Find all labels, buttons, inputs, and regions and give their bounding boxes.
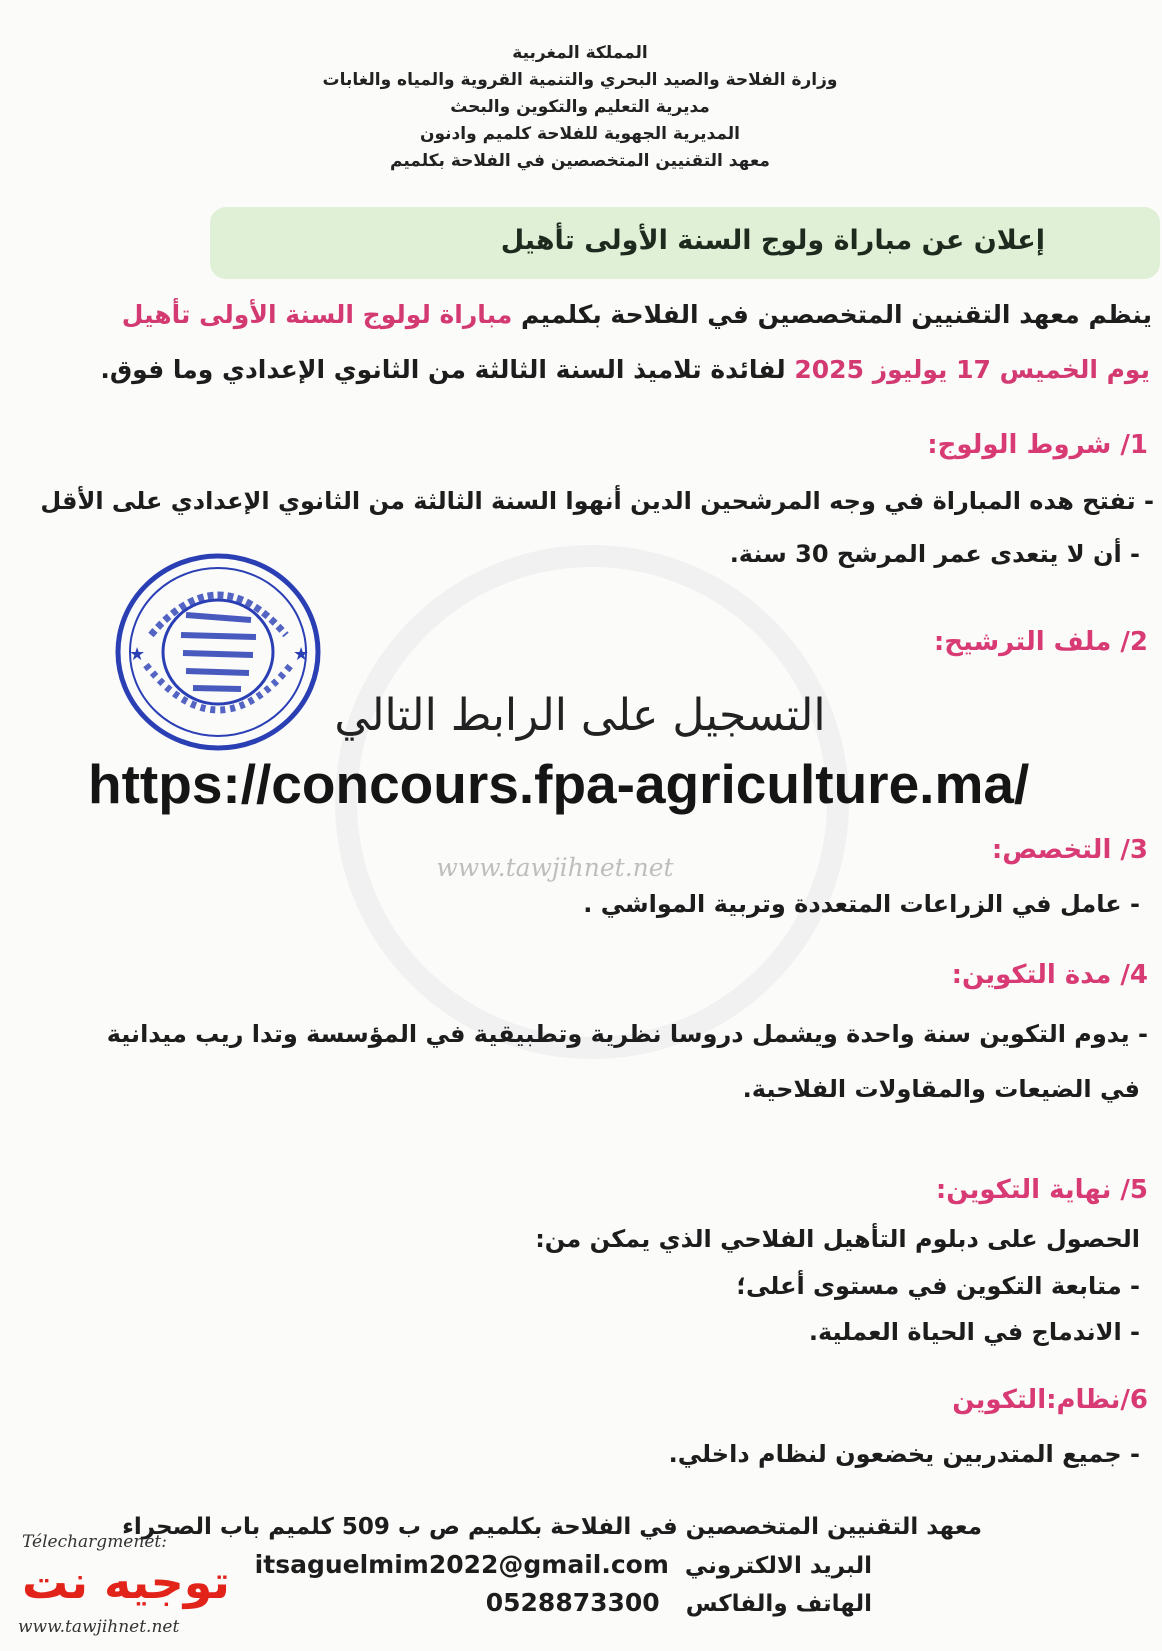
- svg-text:★: ★: [293, 644, 310, 665]
- footer-phone-label: الهاتف والفاكس: [685, 1591, 872, 1617]
- section-5-bullet-2: - الاندماج في الحياة العملية.: [808, 1318, 1140, 1346]
- section-5-bullet-1: - متابعة التكوين في مستوى أعلى؛: [736, 1272, 1140, 1300]
- footer-phone: 0528873300: [485, 1588, 660, 1617]
- section-3-bullet-1: - عامل في الزراعات المتعددة وتربية المواشي .: [583, 890, 1140, 918]
- intro-text: ينظم معهد التقنيين المتخصصين في الفلاحة بكلميم: [512, 300, 1152, 329]
- site-logo[interactable]: توجيه نت: [22, 1555, 230, 1609]
- intro-text-2: لفائدة تلاميذ السنة الثالثة من الثانوي الإعدادي وما فوق.: [100, 355, 795, 384]
- section-1-bullet-1: - تفتح هده المباراة في وجه المرشحين الدين أنهوا السنة الثالثة من الثانوي الإعدادي على الأقل: [40, 487, 1154, 515]
- section-4-heading: 4/ مدة التكوين:: [951, 960, 1148, 990]
- svg-text:★: ★: [129, 644, 146, 665]
- intro-line-2: [100, 355, 1150, 384]
- header-regional-directorate: المديرية الجهوية للفلاحة كلميم وادنون: [420, 124, 740, 144]
- section-3-heading: 3/ التخصص:: [991, 835, 1148, 865]
- watermark-url: www.tawjihnet.net: [436, 853, 674, 882]
- section-5-intro: الحصول على دبلوم التأهيل الفلاحي الذي يمكن من:: [535, 1225, 1140, 1253]
- official-stamp: [111, 545, 326, 760]
- intro-line-1: [122, 300, 1152, 329]
- title-banner: [210, 207, 1160, 279]
- header-kingdom: المملكة المغربية: [512, 43, 648, 63]
- section-6-heading: 6/نظام:التكوين: [952, 1385, 1148, 1415]
- register-text: التسجيل على الرابط التالي: [334, 690, 826, 741]
- footer-email-row: [255, 1550, 872, 1579]
- section-1-bullet-2: - أن لا يتعدى عمر المرشح 30 سنة.: [729, 540, 1140, 568]
- section-5-heading: 5/ نهاية التكوين:: [935, 1175, 1148, 1205]
- logo-download-label: Télechargmenet:: [22, 1532, 167, 1552]
- section-4-bullet-1: - يدوم التكوين سنة واحدة ويشمل دروسا نظرية وتطبيقية في المؤسسة وتدا ريب ميدانية: [106, 1020, 1148, 1048]
- section-6-bullet-1: - جميع المتدربين يخضعون لنظام داخلي.: [668, 1440, 1140, 1468]
- registration-link[interactable]: https://concours.fpa-agriculture.ma/: [88, 753, 1030, 815]
- banner-title: إعلان عن مباراة ولوج السنة الأولى تأهيل: [500, 225, 1045, 256]
- logo-url[interactable]: www.tawjihnet.net: [18, 1617, 180, 1637]
- intro-highlight: مباراة لولوج السنة الأولى تأهيل: [121, 300, 513, 329]
- header-ministry: وزارة الفلاحة والصيد البحري والتنمية القروية والمياه والغابات: [322, 70, 838, 90]
- header-directorate: مديرية التعليم والتكوين والبحث: [450, 97, 710, 117]
- footer-email[interactable]: itsaguelmim2022@gmail.com: [254, 1550, 669, 1579]
- footer-address: معهد التقنيين المتخصصين في الفلاحة بكلميم ص ب 509 كلميم باب الصحراء: [122, 1514, 982, 1540]
- header-institute: معهد التقنيين المتخصصين في الفلاحة بكلميم: [390, 151, 770, 171]
- footer-phone-row: [486, 1588, 872, 1617]
- footer-email-label: البريد الالكتروني: [684, 1553, 872, 1579]
- section-2-heading: 2/ ملف الترشيح:: [933, 627, 1148, 657]
- ministry-header: [260, 40, 900, 175]
- section-1-heading: 1/ شروط الولوج:: [927, 430, 1148, 460]
- intro-date: يوم الخميس 17 يوليوز 2025: [794, 355, 1150, 384]
- section-4-bullet-1-cont: في الضيعات والمقاولات الفلاحية.: [742, 1075, 1140, 1103]
